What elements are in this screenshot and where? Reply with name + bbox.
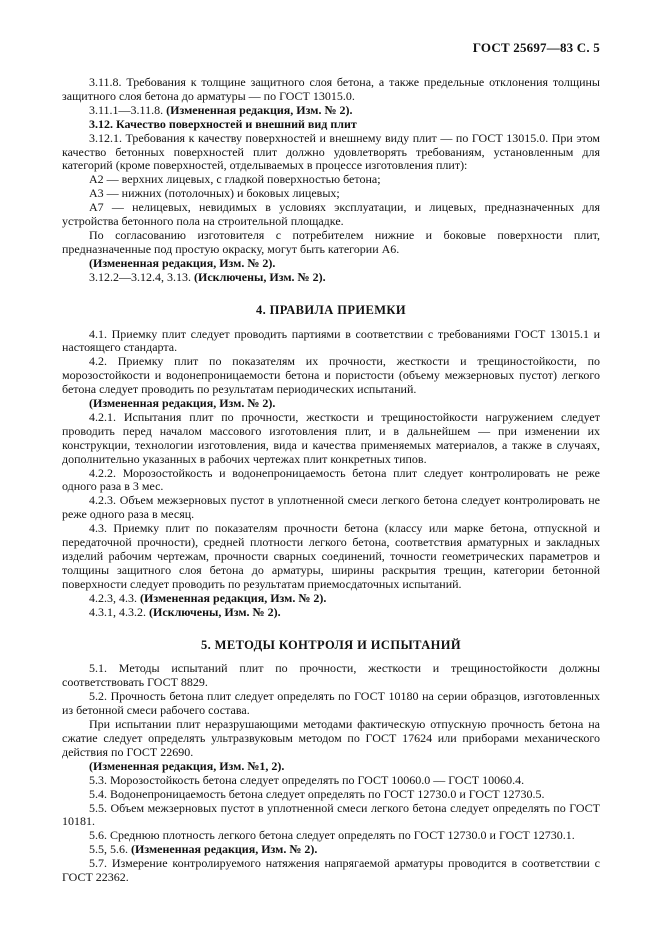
paragraph: 3.12.2—3.12.4, 3.13. (Исключены, Изм. № 2). [89, 269, 326, 284]
paragraph: 5.5, 5.6. (Измененная редакция, Изм. № 2). [89, 842, 318, 857]
paragraph: 3.12.1. Требования к качеству поверхностей и внешнему виду плит — по ГОСТ 13015.0. При этом качество бетонных поверхностей плит должно удовлетворять требованиям, установленным для категорий (кроме поверхностей, отделываемых в процессе изготовления плит): [62, 130, 600, 173]
amendment-note: (Измененная редакция, Изм. №1, 2). [89, 758, 285, 773]
paragraph: При испытании плит неразрушающими методами фактическую отпускную прочность бетона на сжатие следует определять ультразвуковым методом по ГОСТ 17624 или приборами механического действия по ГОСТ 22690. [62, 717, 600, 759]
paragraph: По согласованию изготовителя с потребителем нижние и боковые поверхности плит, предназначенные под простую окраску, могут быть категории А6. [62, 227, 600, 256]
section-heading: 5. МЕТОДЫ КОНТРОЛЯ И ИСПЫТАНИЙ [200, 637, 462, 652]
paragraph: 5.2. Прочность бетона плит следует определять по ГОСТ 10180 на серии образцов, изготовленных из бетонной смеси рабочего состава. [62, 689, 600, 718]
paragraph: 3.11.1—3.11.8. (Измененная редакция, Изм. № 2). [89, 102, 353, 117]
list-item: А7 — нелицевых, невидимых в условиях эксплуатации, и лицевых, предназначенных для устройства бетонного пола на строительной площадке. [62, 200, 600, 229]
paragraph: 4.2.1. Испытания плит по прочности, жесткости и трещиностойкости нагружением следует проводить перед началом массового изготовления плит, и в дальнейшем — при изменении их конструкции, технологии изготовления, вида и качества применяемых материалов, а также в случаях, дополнительно указанных в рабочих чертежах плит конкретных типов. [62, 409, 600, 466]
paragraph: 5.1. Методы испытаний плит по прочности, жесткости и трещиностойкости должны соответствовать ГОСТ 8829. [62, 661, 600, 690]
paragraph: 4.2.2. Морозостойкость и водонепроницаемость бетона плит следует контролировать не реже одного раза в 3 мес. [62, 465, 600, 494]
paragraph: 4.1. Приемку плит следует проводить партиями в соответствии с требованиями ГОСТ 13015.1 и настоящего стандарта. [62, 326, 600, 355]
list-item: А3 — нижних (потолочных) и боковых лицевых; [89, 186, 340, 201]
paragraph: 5.3. Морозостойкость бетона следует определять по ГОСТ 10060.0 — ГОСТ 10060.4. [89, 772, 525, 787]
subsection-heading: 3.12. Качество поверхностей и внешний вид плит [89, 116, 357, 131]
paragraph: 4.2.3, 4.3. (Измененная редакция, Изм. № 2). [89, 590, 327, 605]
paragraph: 4.3. Приемку плит по показателям прочности бетона (классу или марке бетона, отпускной и передаточной прочности), средней плотности легкого бетона, соответствия арматурных и закладных изделий рабочим чертежам, прочности сварных соединений, точности геометрических параметров и толщины защитного слоя бетона до арматуры, ширины раскрытия трещин, категории бетонной поверхности следует проводить по результатам приемосдаточных испытаний. [62, 521, 600, 591]
paragraph: 4.2.3. Объем межзерновых пустот в уплотненной смеси легкого бетона следует контролировать не реже одного раза в месяц. [62, 493, 600, 522]
page-header: ГОСТ 25697—83 С. 5 [472, 40, 600, 55]
amendment-note: (Измененная редакция, Изм. № 2). [89, 255, 276, 270]
paragraph: 4.3.1, 4.3.2. (Исключены, Изм. № 2). [89, 604, 281, 619]
paragraph: 5.7. Измерение контролируемого натяжения напрягаемой арматуры проводится в соответствии с ГОСТ 22362. [62, 856, 600, 885]
paragraph: 5.5. Объем межзерновых пустот в уплотненной смеси легкого бетона следует определять по ГОСТ 10181. [62, 800, 600, 829]
paragraph: 5.4. Водонепроницаемость бетона следует определять по ГОСТ 12730.0 и ГОСТ 12730.5. [89, 786, 545, 801]
paragraph: 3.11.8. Требования к толщине защитного слоя бетона, а также предельные отклонения толщины защитного слоя бетона до арматуры — по ГОСТ 13015.0. [62, 75, 600, 103]
amendment-note: (Измененная редакция, Изм. № 2). [89, 396, 276, 411]
paragraph: 4.2. Приемку плит по показателям их прочности, жесткости и трещиностойкости, по морозостойкости и водонепроницаемости бетона и пористости (объему межзерновых пустот) легкого бетона следует проводить по результатам периодических испытаний. [62, 354, 600, 397]
paragraph: 5.6. Среднюю плотность легкого бетона следует определять по ГОСТ 12730.0 и ГОСТ 12730.1. [89, 828, 575, 843]
document-body [62, 76, 600, 885]
list-item: А2 — верхних лицевых, с гладкой поверхностью бетона; [89, 172, 381, 187]
section-heading: 4. ПРАВИЛА ПРИЕМКИ [255, 302, 407, 317]
